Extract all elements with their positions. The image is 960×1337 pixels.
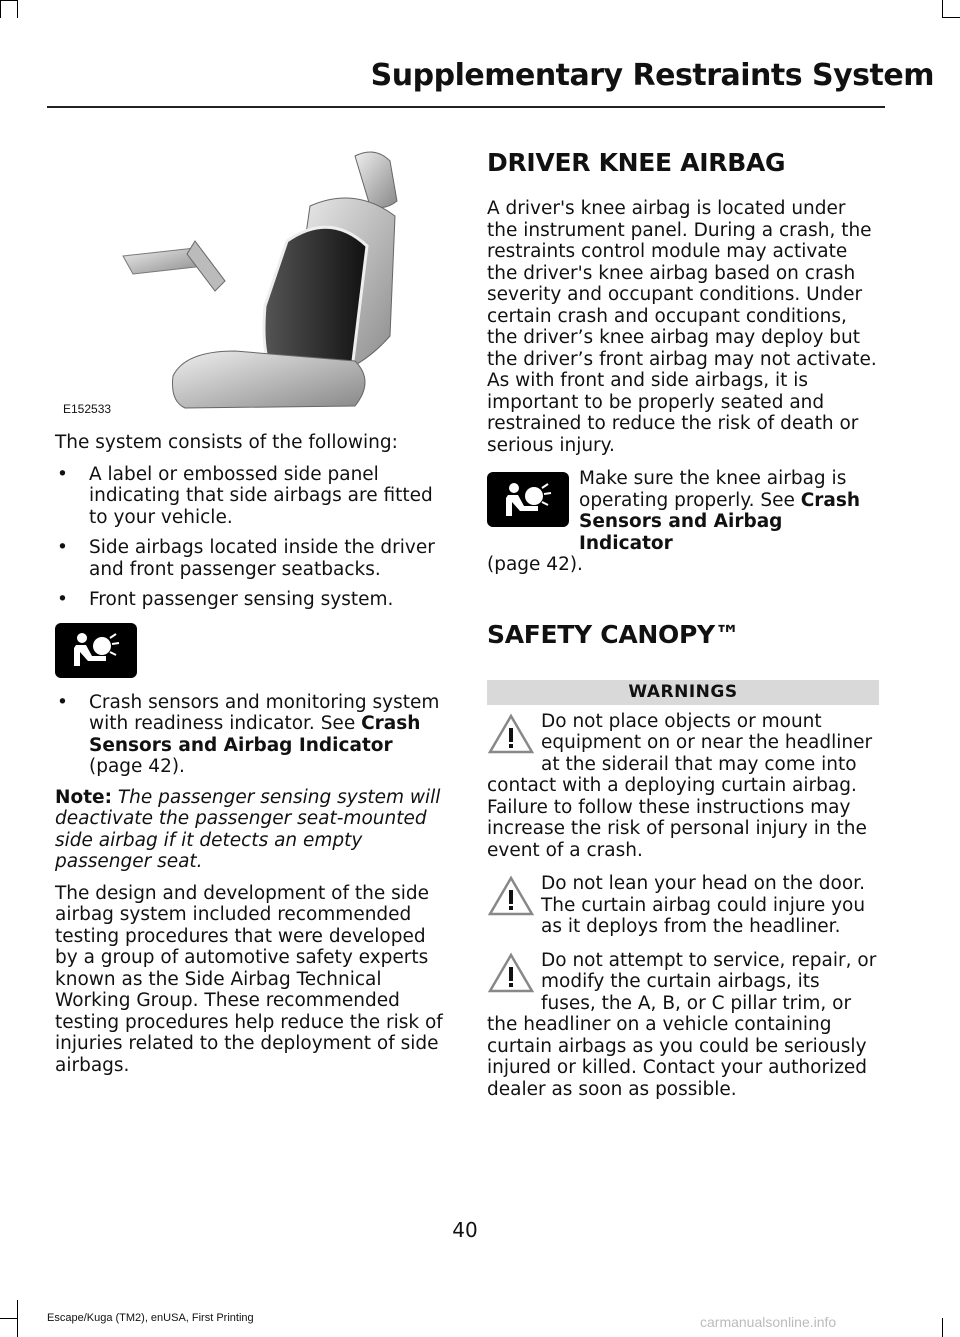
- crop-mark: [0, 0, 1, 18]
- list-item: • A label or embossed side panel indicating that side airbags are fitted to your vehicle.: [57, 463, 433, 528]
- warning-block: [487, 711, 879, 862]
- section-title-knee-airbag: DRIVER KNEE AIRBAG: [487, 148, 786, 177]
- cross-reference-link[interactable]: Crash Sensors and Airbag Indicator: [579, 489, 861, 554]
- list-item: • Crash sensors and monitoring system with readiness indicator. See Crash Sensors and Airbag Indicator (page 42).: [57, 691, 440, 777]
- warning-text: Do not attempt to service, repair, or modify the curtain airbags, its fuses, the A, B, or C pillar trim, or the headliner on a vehicle containing curtain airbags as you could be seriously injured or killed. Contact your authorized dealer as soon as possible.: [487, 949, 877, 1100]
- warning-text: Do not lean your head on the door. The curtain airbag could injure you as it deploys from the headliner.: [541, 873, 866, 937]
- seat-airbag-illustration: [55, 146, 447, 418]
- header-divider: [47, 106, 885, 108]
- page-number: 40: [452, 1218, 478, 1242]
- crop-mark: [0, 0, 18, 1]
- warnings-header: WARNINGS: [487, 680, 879, 705]
- seat-illustration-icon: [55, 146, 447, 418]
- left-column: [55, 146, 450, 1086]
- list-item: • Side airbags located inside the driver and front passenger seatbacks.: [57, 537, 435, 580]
- right-column: [487, 146, 879, 1100]
- warning-triangle-icon: [487, 875, 535, 917]
- list-item: • Front passenger sensing system.: [57, 589, 394, 610]
- closing-paragraph: The design and development of the side airbag system included recommended testing procedures that were developed by a group of automotive safety experts known as the Side Airbag Technical Working Group. These recommended testing procedures help reduce the risk of injuries related to the deployment of side airbags.: [55, 882, 443, 1076]
- figure-caption: E152533: [63, 402, 112, 416]
- warning-block: [487, 950, 879, 1101]
- warning-text: Do not place objects or mount equipment on or near the headliner at the siderail that may come into contact with a deploying curtain airbag. Failure to follow these instructions may increase the risk of personal injury in the event of a crash.: [487, 710, 873, 861]
- crop-mark: [942, 1318, 943, 1337]
- knee-airbag-text: A driver's knee airbag is located under the instrument panel. During a crash, the restraints control module may activate the driver's knee airbag based on crash severity and occupant conditions. Under certain crash and occupant conditions, the driver’s knee airbag may deploy but the driver’s front airbag may not activate. As with front and side airbags, it is important to be properly seated and restrained to reduce the risk of death or serious injury.: [487, 198, 877, 456]
- cross-reference-link[interactable]: Crash Sensors and Airbag Indicator: [89, 713, 421, 756]
- components-list-2: [55, 692, 450, 778]
- crop-mark: [942, 0, 943, 18]
- note: Note: The passenger sensing system will deactivate the passenger seat-mounted side airbag if it detects an empty passenger seat.: [55, 786, 441, 872]
- warning-triangle-icon: [487, 952, 535, 994]
- components-list: [55, 464, 450, 611]
- intro-text: The system consists of the following:: [55, 432, 398, 453]
- warning-block: [487, 873, 879, 938]
- airbag-indicator-icon: [487, 472, 569, 527]
- airbag-indicator-icon: [55, 623, 137, 678]
- warning-triangle-icon: [487, 713, 535, 755]
- watermark-text: carmanualsonline.info: [700, 1314, 837, 1330]
- page-title: Supplementary Restraints System: [370, 58, 934, 93]
- crop-mark: [0, 1318, 18, 1319]
- crop-mark: [17, 0, 18, 18]
- crop-mark: [942, 17, 960, 18]
- section-title-safety-canopy: SAFETY CANOPY™: [487, 619, 740, 649]
- footer-text: Escape/Kuga (TM2), enUSA, First Printing: [47, 1312, 254, 1324]
- knee-airbag-note: Make sure the knee airbag is operating properly. See Crash Sensors and Airbag Indicator (page 42).: [487, 468, 861, 575]
